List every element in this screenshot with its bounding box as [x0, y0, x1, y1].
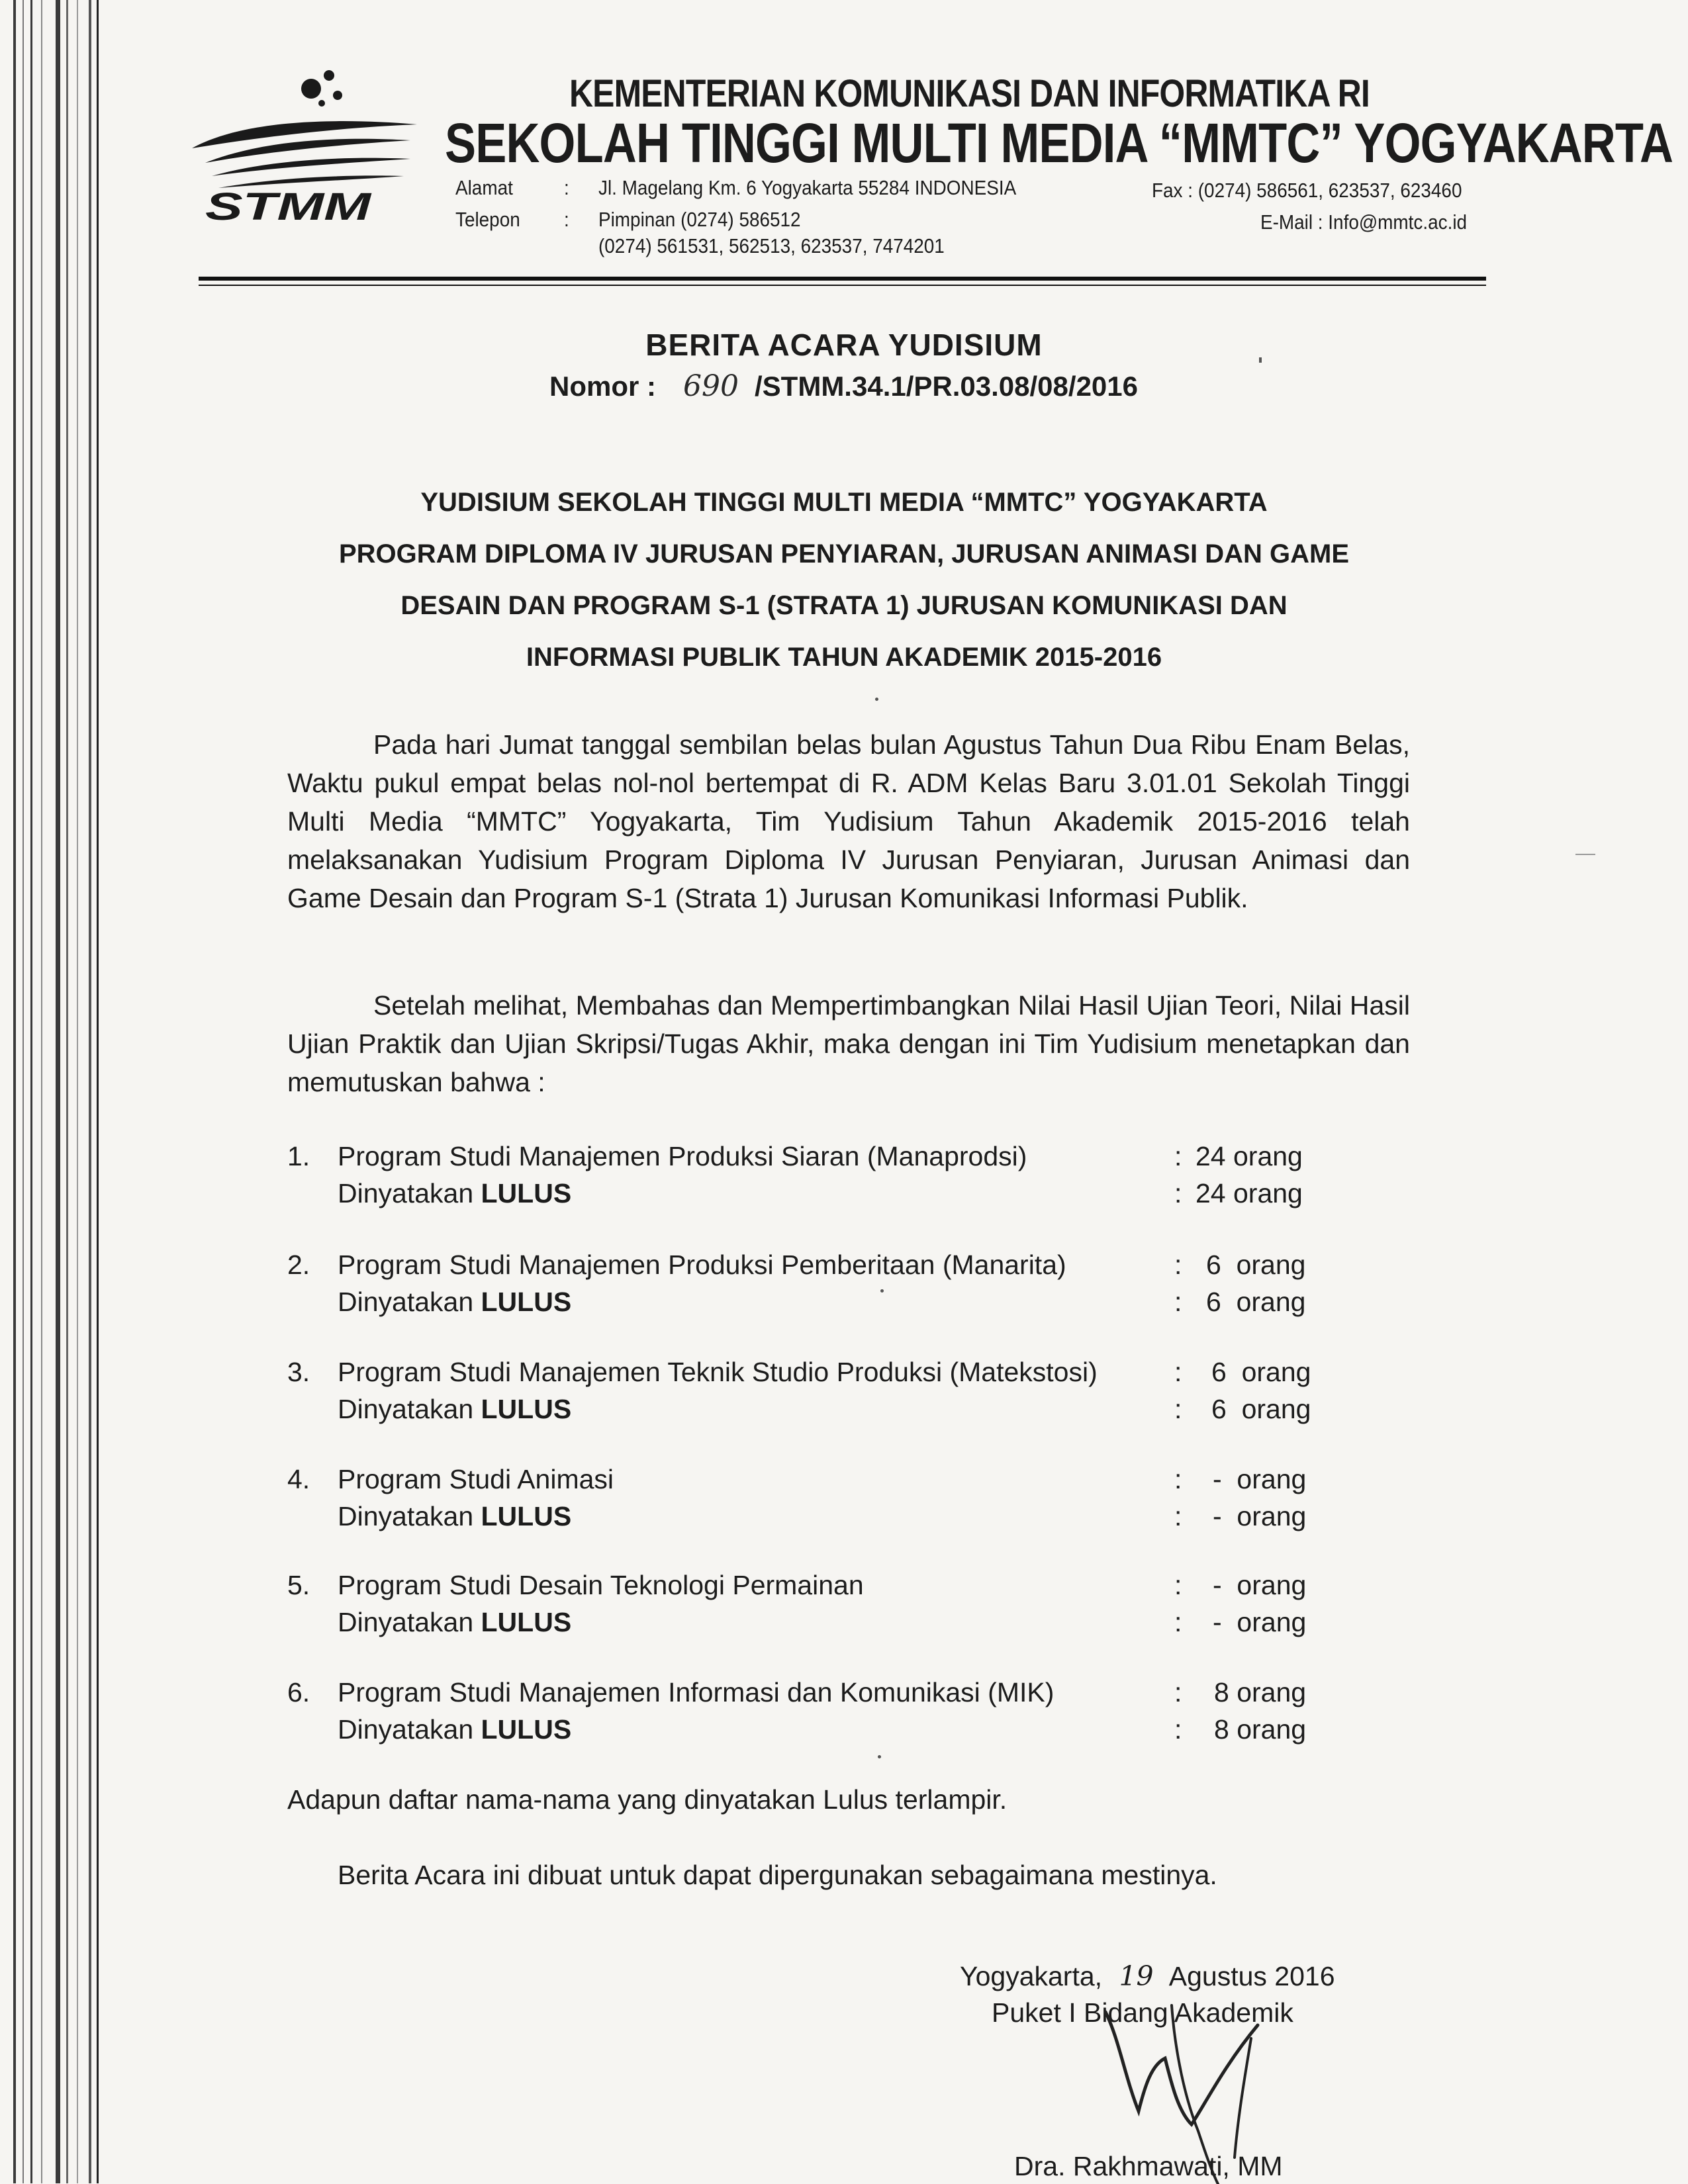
phone-leader: Pimpinan (0274) 586512	[598, 208, 801, 231]
scan-speck	[875, 698, 878, 701]
result-count: 24 orang	[1196, 1141, 1303, 1171]
result-count: 6 orang	[1211, 1357, 1311, 1387]
result-passed	[338, 1178, 571, 1209]
institution-name: SEKOLAH TINGGI MULTI MEDIA “MMTC” YOGYAKARTA	[445, 112, 1673, 174]
result-count: 6 orang	[1206, 1250, 1306, 1280]
result-passed-count: - orang	[1213, 1501, 1307, 1531]
heading-line: PROGRAM DIPLOMA IV JURUSAN PENYIARAN, JURUSAN ANIMASI DAN GAME	[338, 539, 1349, 569]
result-colon: :	[1174, 1607, 1182, 1637]
result-colon: :	[1174, 1501, 1182, 1531]
closing-attachment-note: Adapun daftar nama-nama yang dinyatakan Lulus terlampir.	[287, 1784, 1008, 1815]
heading-line: DESAIN DAN PROGRAM S-1 (STRATA 1) JURUSAN KOMUNIKASI DAN	[400, 591, 1288, 620]
heading-line: YUDISIUM SEKOLAH TINGGI MULTI MEDIA “MMTC” YOGYAKARTA	[420, 488, 1268, 517]
result-colon: :	[1174, 1141, 1182, 1171]
decision-paragraph: Setelah melihat, Membahas dan Mempertimbangkan Nilai Hasil Ujian Teori, Nilai Hasil Ujian Praktik dan Ujian Skripsi/Tugas Akhir, maka dengan ini Tim Yudisium menetapkan dan memutuskan bahwa :	[287, 990, 1410, 1097]
result-count: - orang	[1213, 1464, 1307, 1494]
address-label: Alamat	[455, 176, 513, 199]
result-number: 2.	[287, 1250, 310, 1280]
result-count: - orang	[1213, 1570, 1307, 1600]
passed-label: LULUS	[481, 1714, 572, 1745]
result-passed	[338, 1714, 571, 1745]
scan-speck	[878, 1755, 881, 1758]
number-handwritten: 690	[683, 369, 739, 403]
result-colon: :	[1174, 1250, 1182, 1280]
signer-position: Puket I Bidang Akademik	[992, 1997, 1293, 2028]
result-passed	[338, 1607, 571, 1638]
place-date	[960, 1960, 1335, 1992]
number-label: Nomor :	[549, 371, 656, 402]
passed-label: LULUS	[481, 1501, 572, 1531]
ministry-name: KEMENTERIAN KOMUNIKASI DAN INFORMATIKA RI	[569, 72, 1370, 115]
result-number: 5.	[287, 1570, 310, 1600]
result-passed-count: 6 orang	[1206, 1287, 1306, 1317]
passed-label: LULUS	[481, 1178, 572, 1208]
logo-dot-small	[333, 91, 342, 100]
result-passed	[338, 1501, 571, 1532]
result-colon: :	[1174, 1357, 1182, 1387]
heading-line: INFORMASI PUBLIK TAHUN AKADEMIK 2015-2016	[526, 643, 1162, 672]
passed-prefix: Dinyatakan	[338, 1394, 481, 1424]
signer-name: Dra. Rakhmawati, MM	[1014, 2151, 1283, 2181]
result-colon: :	[1174, 1464, 1182, 1494]
result-colon: :	[1174, 1287, 1182, 1317]
date-handwritten: 19	[1119, 1960, 1154, 1992]
result-number: 1.	[287, 1141, 310, 1171]
place-date-prefix: Yogyakarta,	[960, 1961, 1103, 1991]
yudisium-heading	[0, 477, 1688, 683]
result-colon: :	[1174, 1570, 1182, 1600]
address-value: Jl. Magelang Km. 6 Yogyakarta 55284 INDONESIA	[598, 176, 1017, 199]
passed-prefix: Dinyatakan	[338, 1714, 481, 1745]
result-colon: :	[1174, 1714, 1182, 1745]
result-colon: :	[1174, 1178, 1182, 1208]
result-number: 3.	[287, 1357, 310, 1387]
result-program: Program Studi Manajemen Produksi Pemberitaan (Manarita)	[338, 1250, 1066, 1280]
result-number: 4.	[287, 1464, 310, 1494]
stmm-logo	[192, 66, 430, 225]
passed-label: LULUS	[481, 1607, 572, 1637]
result-number: 6.	[287, 1677, 310, 1707]
phone-numbers: (0274) 561531, 562513, 623537, 7474201	[598, 234, 945, 257]
phone-colon: :	[564, 208, 569, 231]
result-colon: :	[1174, 1677, 1182, 1707]
email-address: E-Mail : Info@mmtc.ac.id	[1260, 210, 1468, 234]
passed-prefix: Dinyatakan	[338, 1287, 481, 1317]
result-passed	[338, 1287, 571, 1318]
result-colon: :	[1174, 1394, 1182, 1424]
result-passed-count: 24 orang	[1196, 1178, 1303, 1208]
closing-statement: Berita Acara ini dibuat untuk dapat dipergunakan sebagaimana mestinya.	[338, 1860, 1217, 1890]
result-program: Program Studi Manajemen Informasi dan Komunikasi (MIK)	[338, 1677, 1055, 1707]
opening-paragraph: Pada hari Jumat tanggal sembilan belas bulan Agustus Tahun Dua Ribu Enam Belas, Waktu pukul empat belas nol-nol bertempat di R. ADM Kelas Baru 3.01.01 Sekolah Tinggi Multi Media “MMTC” Yogyakarta, Tim Yudisium Tahun Akademik 2015-2016 telah melaksanakan Yudisium Program Diploma IV Jurusan Penyiaran, Jurusan Animasi dan Game Desain dan Program S-1 (Strata 1) Jurusan Komunikasi Informasi Publik.	[287, 729, 1410, 913]
letterhead-rule-thick	[199, 277, 1486, 281]
logo-text: STMM	[205, 185, 373, 225]
place-date-suffix: Agustus 2016	[1168, 1961, 1335, 1991]
number-reference: /STMM.34.1/PR.03.08/08/2016	[755, 371, 1138, 402]
result-passed	[338, 1394, 571, 1425]
passed-label: LULUS	[481, 1394, 572, 1424]
result-program: Program Studi Manajemen Produksi Siaran (Manaprodsi)	[338, 1141, 1027, 1171]
logo-swoosh-3	[212, 158, 410, 176]
fax-number: Fax : (0274) 586561, 623537, 623460	[1152, 179, 1462, 202]
logo-dot-tiny	[318, 100, 325, 107]
passed-prefix: Dinyatakan	[338, 1607, 481, 1637]
scan-speck	[1259, 357, 1262, 363]
scan-speck	[880, 1289, 884, 1293]
result-count: 8 orang	[1214, 1677, 1307, 1707]
passed-prefix: Dinyatakan	[338, 1501, 481, 1531]
result-program: Program Studi Manajemen Teknik Studio Produksi (Matekstosi)	[338, 1357, 1098, 1387]
passed-prefix: Dinyatakan	[338, 1178, 481, 1208]
address-colon: :	[564, 176, 569, 199]
phone-label: Telepon	[455, 208, 520, 231]
passed-label: LULUS	[481, 1287, 572, 1317]
result-passed-count: 6 orang	[1211, 1394, 1311, 1424]
logo-dot-medium	[324, 70, 334, 81]
result-program: Program Studi Animasi	[338, 1464, 614, 1494]
letterhead-rule-thin	[199, 285, 1486, 286]
result-passed-count: - orang	[1213, 1607, 1307, 1637]
result-passed-count: 8 orang	[1214, 1714, 1307, 1745]
result-program: Program Studi Desain Teknologi Permainan	[338, 1570, 864, 1600]
logo-dot-large	[301, 79, 321, 99]
document-title: BERITA ACARA YUDISIUM	[645, 328, 1043, 362]
scan-speck	[1575, 854, 1595, 855]
